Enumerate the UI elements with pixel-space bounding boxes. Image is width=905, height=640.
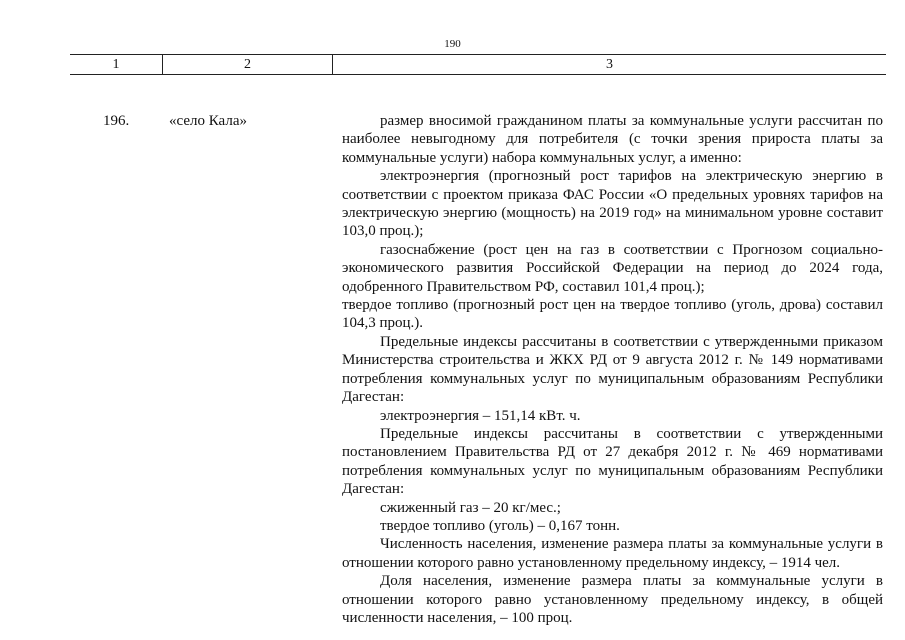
row-description: [342, 112, 883, 627]
paragraph: твердое топливо (прогнозный рост цен на твердое топливо (уголь, дрова) составил 104,3 проц.).: [342, 297, 883, 332]
column-header-2: 2: [244, 57, 251, 72]
row-number: 196.: [103, 113, 130, 129]
paragraph: сжиженный газ – 20 кг/мес.;: [380, 499, 561, 516]
paragraph: газоснабжение (рост цен на газ в соответствии с Прогнозом социально-экономического развития Российской Федерации на период до 2024 года, одобренного Правительством РФ, составил 101,4 проц.);: [342, 241, 883, 295]
column-header-1: 1: [112, 57, 120, 72]
paragraph: электроэнергия (прогнозный рост тарифов на электрическую энергию в соответствии с проектом приказа ФАС России «О предельных уровнях тарифов на электрическую энергию (мощность) на 2019 год» на минимальном уровне составит 103,0 проц.);: [342, 168, 883, 240]
page-number: 190: [444, 38, 461, 50]
settlement-name: «село Кала»: [169, 113, 247, 129]
paragraph: Доля населения, изменение размера платы за коммунальные услуги в отношении которого равно установленному предельному индексу, в общей численности населения, – 100 проц.: [342, 573, 883, 626]
paragraph: Предельные индексы рассчитаны в соответствии с утвержденными постановлением Правительства РД от 27 декабря 2012 г. № 469 нормативами потребления коммунальных услуг по муниципальным образованиям Республики Дагестан:: [342, 425, 883, 498]
paragraph: Предельные индексы рассчитаны в соответствии с утвержденными приказом Министерства строительства и ЖКХ РД от 9 августа 2012 г. № 149 нормативами потребления коммунальных услуг по муниципальным образованиям Республики Дагестан:: [342, 333, 883, 406]
paragraph: электроэнергия – 151,14 кВт. ч.: [380, 407, 581, 424]
paragraph: Численность населения, изменение размера платы за коммунальные услуги в отношении которого равно установленному предельному индексу, – 1914 чел.: [342, 536, 883, 571]
paragraph: твердое топливо (уголь) – 0,167 тонн.: [380, 517, 620, 534]
table-header-bottom-border: [70, 74, 886, 75]
paragraph: размер вносимой гражданином платы за коммунальные услуги рассчитан по наиболее невыгодному для потребителя (с точки зрения прироста платы за коммунальные услуги) набора коммунальных услуг, а именно:: [342, 113, 883, 166]
column-header-3: 3: [606, 57, 613, 72]
